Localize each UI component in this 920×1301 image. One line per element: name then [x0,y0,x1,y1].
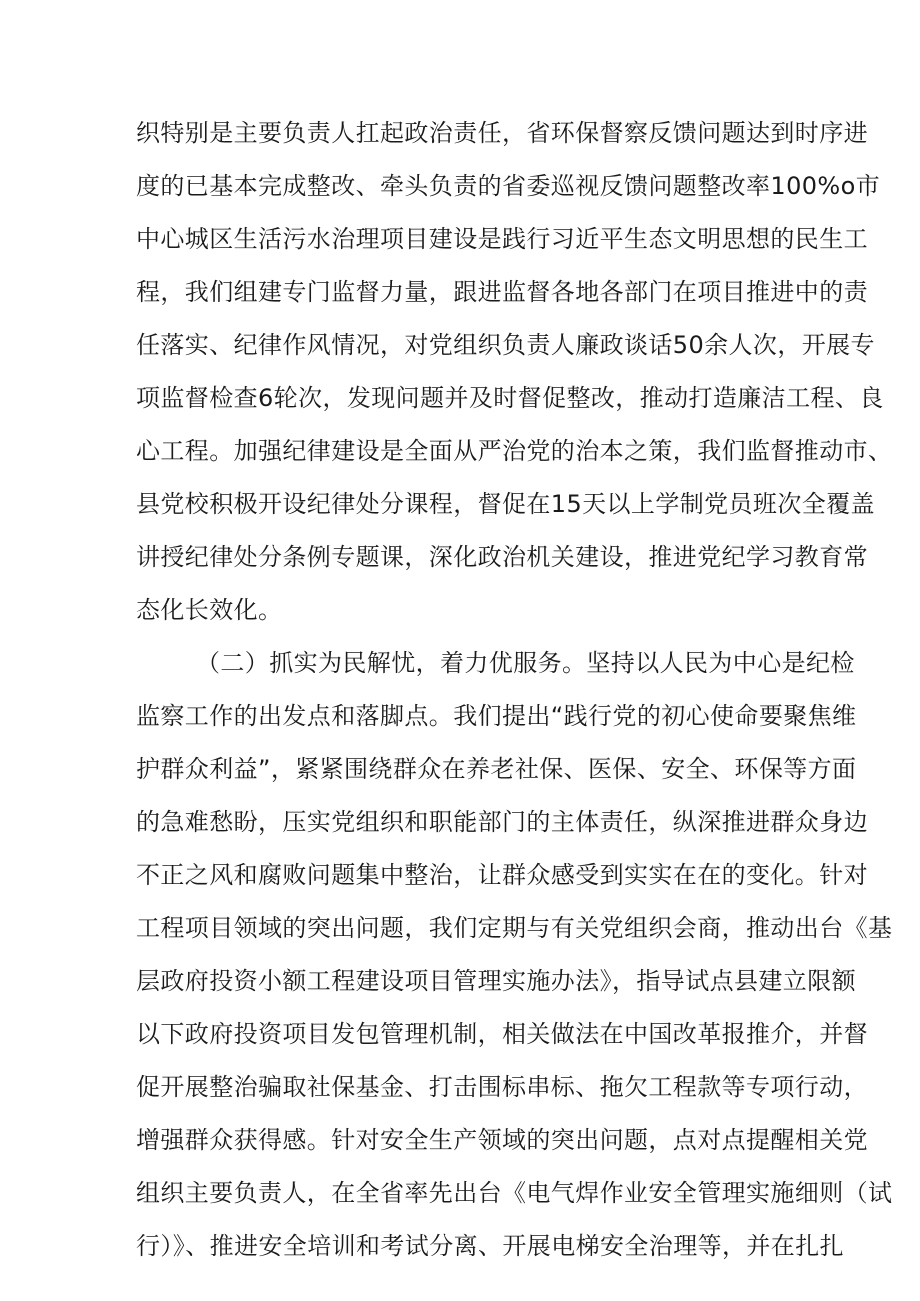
text-line: 促开展整治骗取社保基金、打击围标串标、拖欠工程款等专项行动， [136,1073,868,1101]
text-line: 度的已基本完成整改、牵头负责的省委巡视反馈问题整改率100%o市 [136,172,881,200]
text-line: 心工程。加强纪律建设是全面从严治党的治本之策，我们监督推动市、 [136,437,893,465]
text-line: 增强群众获得感。针对安全生产领域的突出问题，点对点提醒相关党 [136,1126,868,1154]
text-line: 程，我们组建专门监督力量，跟进监督各地各部门在项目推进中的责 [136,278,868,306]
text-line: 任落实、纪律作风情况，对党组织负责人廉政谈话50余人次，开展专 [136,331,875,359]
text-line: 以下政府投资项目发包管理机制，相关做法在中国改革报推介，并督 [136,1020,868,1048]
text-line: 组织主要负责人，在全省率先出台《电气焊作业安全管理实施细则（试 [136,1179,893,1207]
text-line: 的急难愁盼，压实党组织和职能部门的主体责任，纵深推进群众身边 [136,808,868,836]
text-line: 工程项目领域的突出问题，我们定期与有关党组织会商，推动出台《基 [136,914,893,942]
text-line: 态化长效化。 [136,596,283,624]
text-line: 织特别是主要负责人扛起政治责任，省环保督察反馈问题达到时序进 [136,119,868,147]
text-line: 县党校积极开设纪律处分课程，督促在15天以上学制党员班次全覆盖 [136,490,875,518]
text-line: 护群众利益”，紧紧围绕群众在养老社保、医保、安全、环保等方面 [136,755,857,783]
text-line: 行）》、推进安全培训和考试分离、开展电梯安全治理等，并在扎扎 [136,1232,844,1260]
section-heading-line: （二）抓实为民解忧，着力优服务。坚持以人民为中心是纪检 [196,649,855,677]
text-line: 中心城区生活污水治理项目建设是践行习近平生态文明思想的民生工 [136,225,868,253]
text-line: 监察工作的出发点和落脚点。我们提出“践行党的初心使命要聚焦维 [136,702,857,730]
text-line: 讲授纪律处分条例专题课，深化政治机关建设，推进党纪学习教育常 [136,543,868,571]
text-line: 项监督检查6轮次，发现问题并及时督促整改，推动打造廉洁工程、良 [136,384,884,412]
text-line: 层政府投资小额工程建设项目管理实施办法》，指导试点县建立限额 [136,967,856,995]
text-line: 不正之风和腐败问题集中整治，让群众感受到实实在在的变化。针对 [136,861,868,889]
